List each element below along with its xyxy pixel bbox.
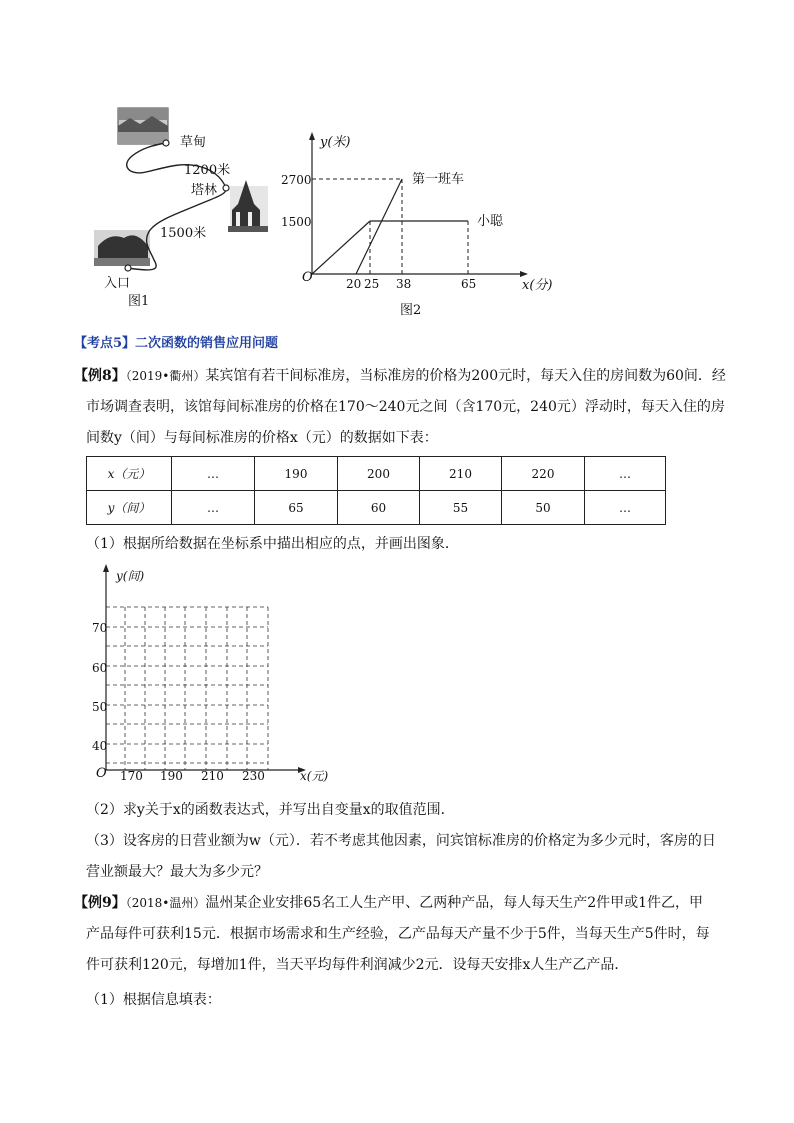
tower-forest-picture (228, 180, 268, 232)
grid-y-axis-label: y(间) (116, 569, 145, 583)
example-8-question-1: （1）根据所给数据在坐标系中描出相应的点，并画出图象． (86, 536, 459, 552)
table-cell: 190 (255, 457, 338, 491)
entrance-picture (94, 230, 150, 266)
example-9-source: （2018•温州） (125, 896, 206, 910)
place-label-grassland: 草甸 (180, 135, 207, 150)
table-cell: 65 (255, 491, 338, 525)
figure-2-origin: O (302, 270, 313, 285)
table-cell: x（元） (87, 457, 172, 491)
grid-y-tick-50: 50 (92, 700, 108, 714)
example-8-line-1 (74, 366, 734, 386)
example-9-question-1: （1）根据信息填表： (86, 992, 221, 1008)
example-8-source: （2019•衢州） (125, 369, 206, 383)
distance-label-1200: 1200米 (184, 163, 231, 178)
example-9-text-1: 温州某企业安排65名工人生产甲、乙两种产品，每人每天生产2件甲或1件乙，甲 (205, 895, 704, 911)
place-label-entrance: 入口 (104, 276, 131, 291)
grid-x-tick-230: 230 (242, 769, 265, 783)
distance-label-1500: 1500米 (160, 226, 207, 241)
table-cell: y（间） (87, 491, 172, 525)
example-8-question-2: （2）求y关于x的函数表达式，并写出自变量x的取值范围． (86, 802, 455, 818)
example-9-line-2: 产品每件可获利15元．根据市场需求和生产经验，乙产品每天产量不少于5件，当每天生产5件时，每 (86, 926, 710, 942)
table-row (87, 457, 666, 491)
xiaocong-walk-line (312, 221, 370, 274)
example-8-text-1: 某宾馆有若干间标准房，当标准房的价格为200元时，每天入住的房间数为60间．经 (205, 368, 726, 384)
grid-y-tick-70: 70 (92, 621, 108, 635)
grid-y-tick-60: 60 (92, 661, 108, 675)
figure-1-caption: 图1 (128, 294, 150, 309)
example-8-question-3-line-2: 营业额最大？最大为多少元？ (86, 864, 268, 880)
first-bus-line (356, 179, 402, 274)
figure-2-x-tick-25: 25 (364, 277, 380, 291)
figure-2-x-axis-label: x(分) (522, 278, 553, 293)
series-label-first-bus: 第一班车 (412, 172, 465, 187)
example-9-line-3: 件可获利120元，每增加1件，当天平均每件利润减少2元．设每天安排x人生产乙产品． (86, 957, 629, 973)
tower-forest-point (223, 185, 229, 191)
figure-2-graph (300, 128, 560, 298)
table-cell: 210 (420, 457, 502, 491)
grid-x-tick-210: 210 (201, 769, 224, 783)
grid-x-tick-170: 170 (120, 769, 143, 783)
grassland-picture (118, 108, 168, 144)
example-8-line-2: 市场调查表明，该馆每间标准房的价格在170～240元之间（含170元，240元）浮动时，每天入住的房 (86, 399, 725, 415)
coordinate-grid (90, 562, 320, 782)
entrance-point (125, 265, 131, 271)
figure-2-x-tick-65: 65 (461, 277, 477, 291)
series-label-xiaocong: 小聪 (477, 214, 504, 229)
table-cell: 55 (420, 491, 502, 525)
section-heading: 【考点5】二次函数的销售应用问题 (74, 336, 279, 351)
example-9-tag: 【例9】 (74, 895, 126, 911)
table-cell: … (172, 491, 255, 525)
figure-2-caption: 图2 (400, 303, 422, 318)
table-cell: 50 (502, 491, 585, 525)
figure-2-x-tick-20: 20 (346, 277, 362, 291)
table-cell: … (585, 457, 666, 491)
figure-2-x-tick-38: 38 (396, 277, 412, 291)
example-9-line-1 (74, 893, 734, 913)
figure-2-y-tick-2700: 2700 (281, 173, 312, 187)
table-cell: … (172, 457, 255, 491)
grid-y-tick-40: 40 (92, 739, 108, 753)
grid-x-tick-190: 190 (160, 769, 183, 783)
place-label-tower-forest: 塔林 (191, 183, 218, 198)
figure-2-y-tick-1500: 1500 (281, 215, 312, 229)
example-8-question-3-line-1: （3）设客房的日营业额为w（元）．若不考虑其他因素，问宾馆标准房的价格定为多少元时，客房的日 (86, 833, 716, 849)
example-8-tag: 【例8】 (74, 368, 126, 384)
grid-x-axis-label: x(元) (300, 769, 329, 783)
figure-2-y-axis-label: y(米) (320, 135, 351, 150)
price-rooms-table (86, 456, 666, 525)
example-8-line-3: 间数y（间）与每间标准房的价格x（元）的数据如下表： (86, 430, 438, 446)
grid-origin: O (96, 766, 107, 781)
table-cell: 220 (502, 457, 585, 491)
table-cell: 200 (338, 457, 420, 491)
grassland-point (163, 140, 169, 146)
table-cell: 60 (338, 491, 420, 525)
table-row (87, 491, 666, 525)
table-cell: … (585, 491, 666, 525)
